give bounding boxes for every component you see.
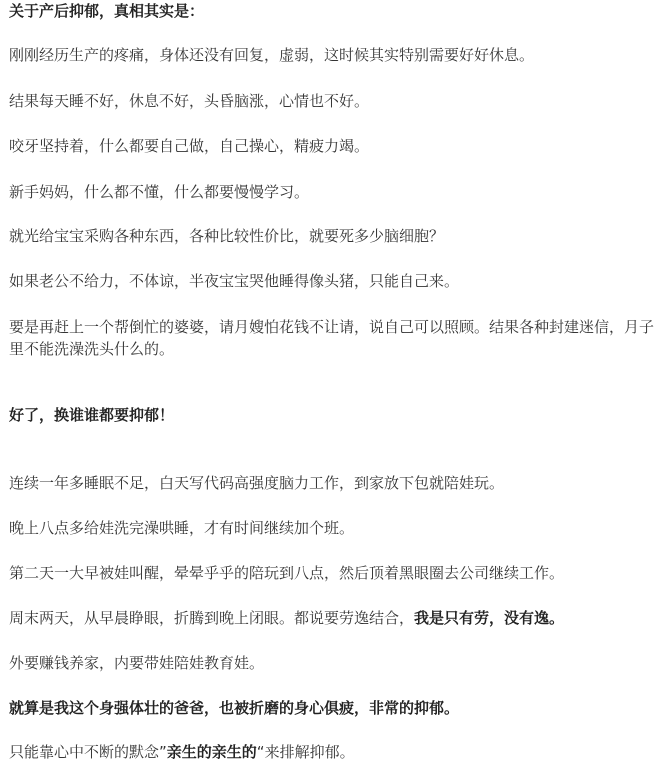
bold-statement: 好了，换谁谁都要抑郁！ xyxy=(9,406,175,424)
paragraph xyxy=(9,607,664,629)
paragraph: 如果老公不给力，不体谅，半夜宝宝哭他睡得像头猪，只能自己来。 xyxy=(9,272,460,290)
paragraph: 第二天一大早被娃叫醒，晕晕乎乎的陪玩到八点，然后顶着黑眼圈去公司继续工作。 xyxy=(9,564,565,582)
paragraph: 外要赚钱养家，内要带娃陪娃教育娃。 xyxy=(9,654,265,672)
paragraph xyxy=(9,741,664,763)
article-heading: 关于产后抑郁，真相其实是： xyxy=(9,2,205,20)
paragraph: 连续一年多睡眠不足，白天写代码高强度脑力工作，到家放下包就陪娃玩。 xyxy=(9,474,505,492)
paragraph-text: “来排解抑郁。 xyxy=(256,743,355,761)
paragraph-text: 只能靠心中不断的默念” xyxy=(9,743,167,761)
bold-statement: 就算是我这个身强体壮的爸爸，也被折磨的身心俱疲，非常的抑郁。 xyxy=(9,699,460,717)
paragraph: 就光给宝宝采购各种东西，各种比较性价比，就要死多少脑细胞？ xyxy=(9,227,445,245)
paragraph: 刚刚经历生产的疼痛，身体还没有回复，虚弱，这时候其实特别需要好好休息。 xyxy=(9,46,535,64)
paragraph-text: 周末两天，从早晨睁眼，折腾到晚上闭眼。都说要劳逸结合， xyxy=(9,609,415,627)
emphasis-text: 亲生的亲生的 xyxy=(166,743,257,761)
paragraph: 新手妈妈，什么都不懂，什么都要慢慢学习。 xyxy=(9,183,310,201)
paragraph: 晚上八点多给娃洗完澡哄睡，才有时间继续加个班。 xyxy=(9,519,355,537)
paragraph: 结果每天睡不好，休息不好，头昏脑涨，心情也不好。 xyxy=(9,92,370,110)
paragraph: 咬牙坚持着，什么都要自己做，自己操心，精疲力竭。 xyxy=(9,137,370,155)
emphasis-text: 我是只有劳，没有逸。 xyxy=(414,609,565,627)
paragraph: 要是再赶上一个帮倒忙的婆婆，请月嫂怕花钱不让请，说自己可以照顾。结果各种封建迷信，月子里不能洗澡洗头什么的。 xyxy=(9,318,655,358)
